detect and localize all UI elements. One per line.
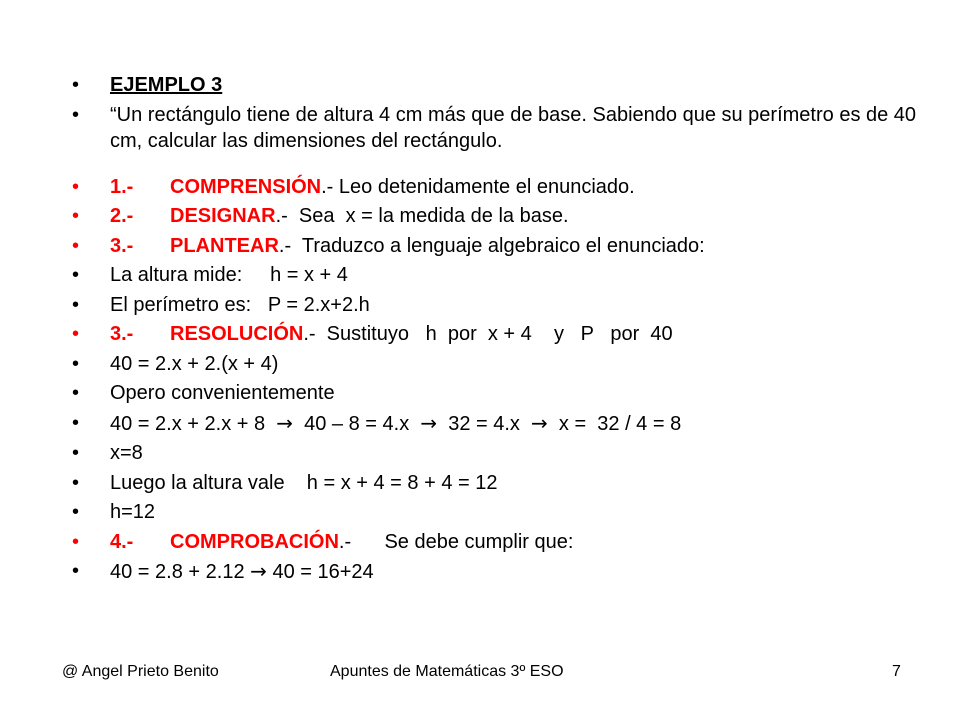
list-item-step1 [62,174,922,200]
footer-page-number: 7 [892,663,901,680]
check-part: 40 = 16+24 [266,561,374,583]
step-number: 4.- [110,530,134,553]
bullet-list [62,72,922,589]
arrow-right-icon: → [420,410,438,435]
list-item-eq1 [62,351,922,377]
list-item-luego [62,470,922,496]
altura-line: La altura mide: h = x + 4 [110,264,348,286]
equation-part: 40 – 8 = 4.x [293,412,421,435]
list-item-h [62,499,922,525]
step-number: 3.- [110,323,134,345]
equation-part: 40 = 2.x + 2.x + 8 [110,412,277,435]
arrow-right-icon: → [250,559,267,583]
step-text: .- Sea x = la medida de la base. [275,205,569,227]
step-number: 1.- [110,175,134,198]
step-number: 3.- [110,234,134,257]
bullet-icon: • [72,74,80,96]
problem-statement: “Un rectángulo tiene de altura 4 cm más que de base. Sabiendo que su perímetro es de 40 cm, calcular las dimensiones del rectángulo. [110,103,917,152]
list-item-perimetro [62,292,922,318]
list-item-eq2 [62,410,922,437]
step-keyword: PLANTEAR [170,234,279,257]
step-keyword: DESIGNAR [170,205,276,227]
step-keyword: COMPRENSIÓN [170,175,322,198]
list-item-problem [62,102,922,154]
bullet-icon: • [72,205,80,227]
list-item-step4 [62,321,922,347]
luego-line: Luego la altura vale h = x + 4 = 8 + 4 = 12 [110,471,498,494]
bullet-icon: • [72,293,80,316]
step-number: 2.- [110,205,134,227]
step-keyword: RESOLUCIÓN [170,323,304,345]
list-item-altura [62,262,922,288]
bullet-icon: • [72,175,80,198]
list-item-x [62,440,922,466]
bullet-icon: • [72,264,80,286]
h-result: h=12 [110,501,156,523]
opero-line: Opero convenientemente [110,382,335,404]
equation-part: 32 = 4.x [437,412,532,435]
equation-part: x = 32 / 4 = 8 [547,412,682,435]
list-item-title [62,72,922,98]
step-keyword: COMPROBACIÓN [170,530,339,553]
bullet-icon: • [72,103,80,126]
footer-course: Apuntes de Matemáticas 3º ESO [330,663,564,680]
check-part: 40 = 2.8 + 2.12 [110,561,251,583]
bullet-icon: • [72,530,80,553]
bullet-icon: • [72,323,80,345]
bullet-icon: • [72,471,80,494]
list-item-check [62,558,922,585]
arrow-right-icon: → [531,410,548,435]
step-text: .- Traduzco a lenguaje algebraico el enunciado: [278,234,705,257]
bullet-icon: • [72,234,80,257]
equation-line: 40 = 2.x + 2.(x + 4) [110,352,279,375]
step-text: .- Se debe cumplir que: [338,530,574,553]
bullet-icon: • [72,442,80,464]
bullet-icon: • [72,411,80,434]
footer-author: @ Angel Prieto Benito [62,663,219,680]
bullet-icon: • [72,352,80,375]
list-item-opero [62,380,922,406]
step-text: .- Sustituyo h por x + 4 y P por 40 [303,323,673,345]
x-result: x=8 [110,442,143,464]
list-item-step3 [62,233,922,259]
step-text: .- Leo detenidamente el enunciado. [321,175,635,198]
list-item-step2 [62,203,922,229]
bullet-icon: • [72,501,80,523]
arrow-right-icon: → [276,410,293,435]
bullet-icon: • [72,560,80,582]
list-item-step5 [62,529,922,555]
bullet-icon: • [72,382,80,404]
slide-title: EJEMPLO 3 [110,74,223,96]
perimetro-line: El perímetro es: P = 2.x+2.h [110,293,370,316]
